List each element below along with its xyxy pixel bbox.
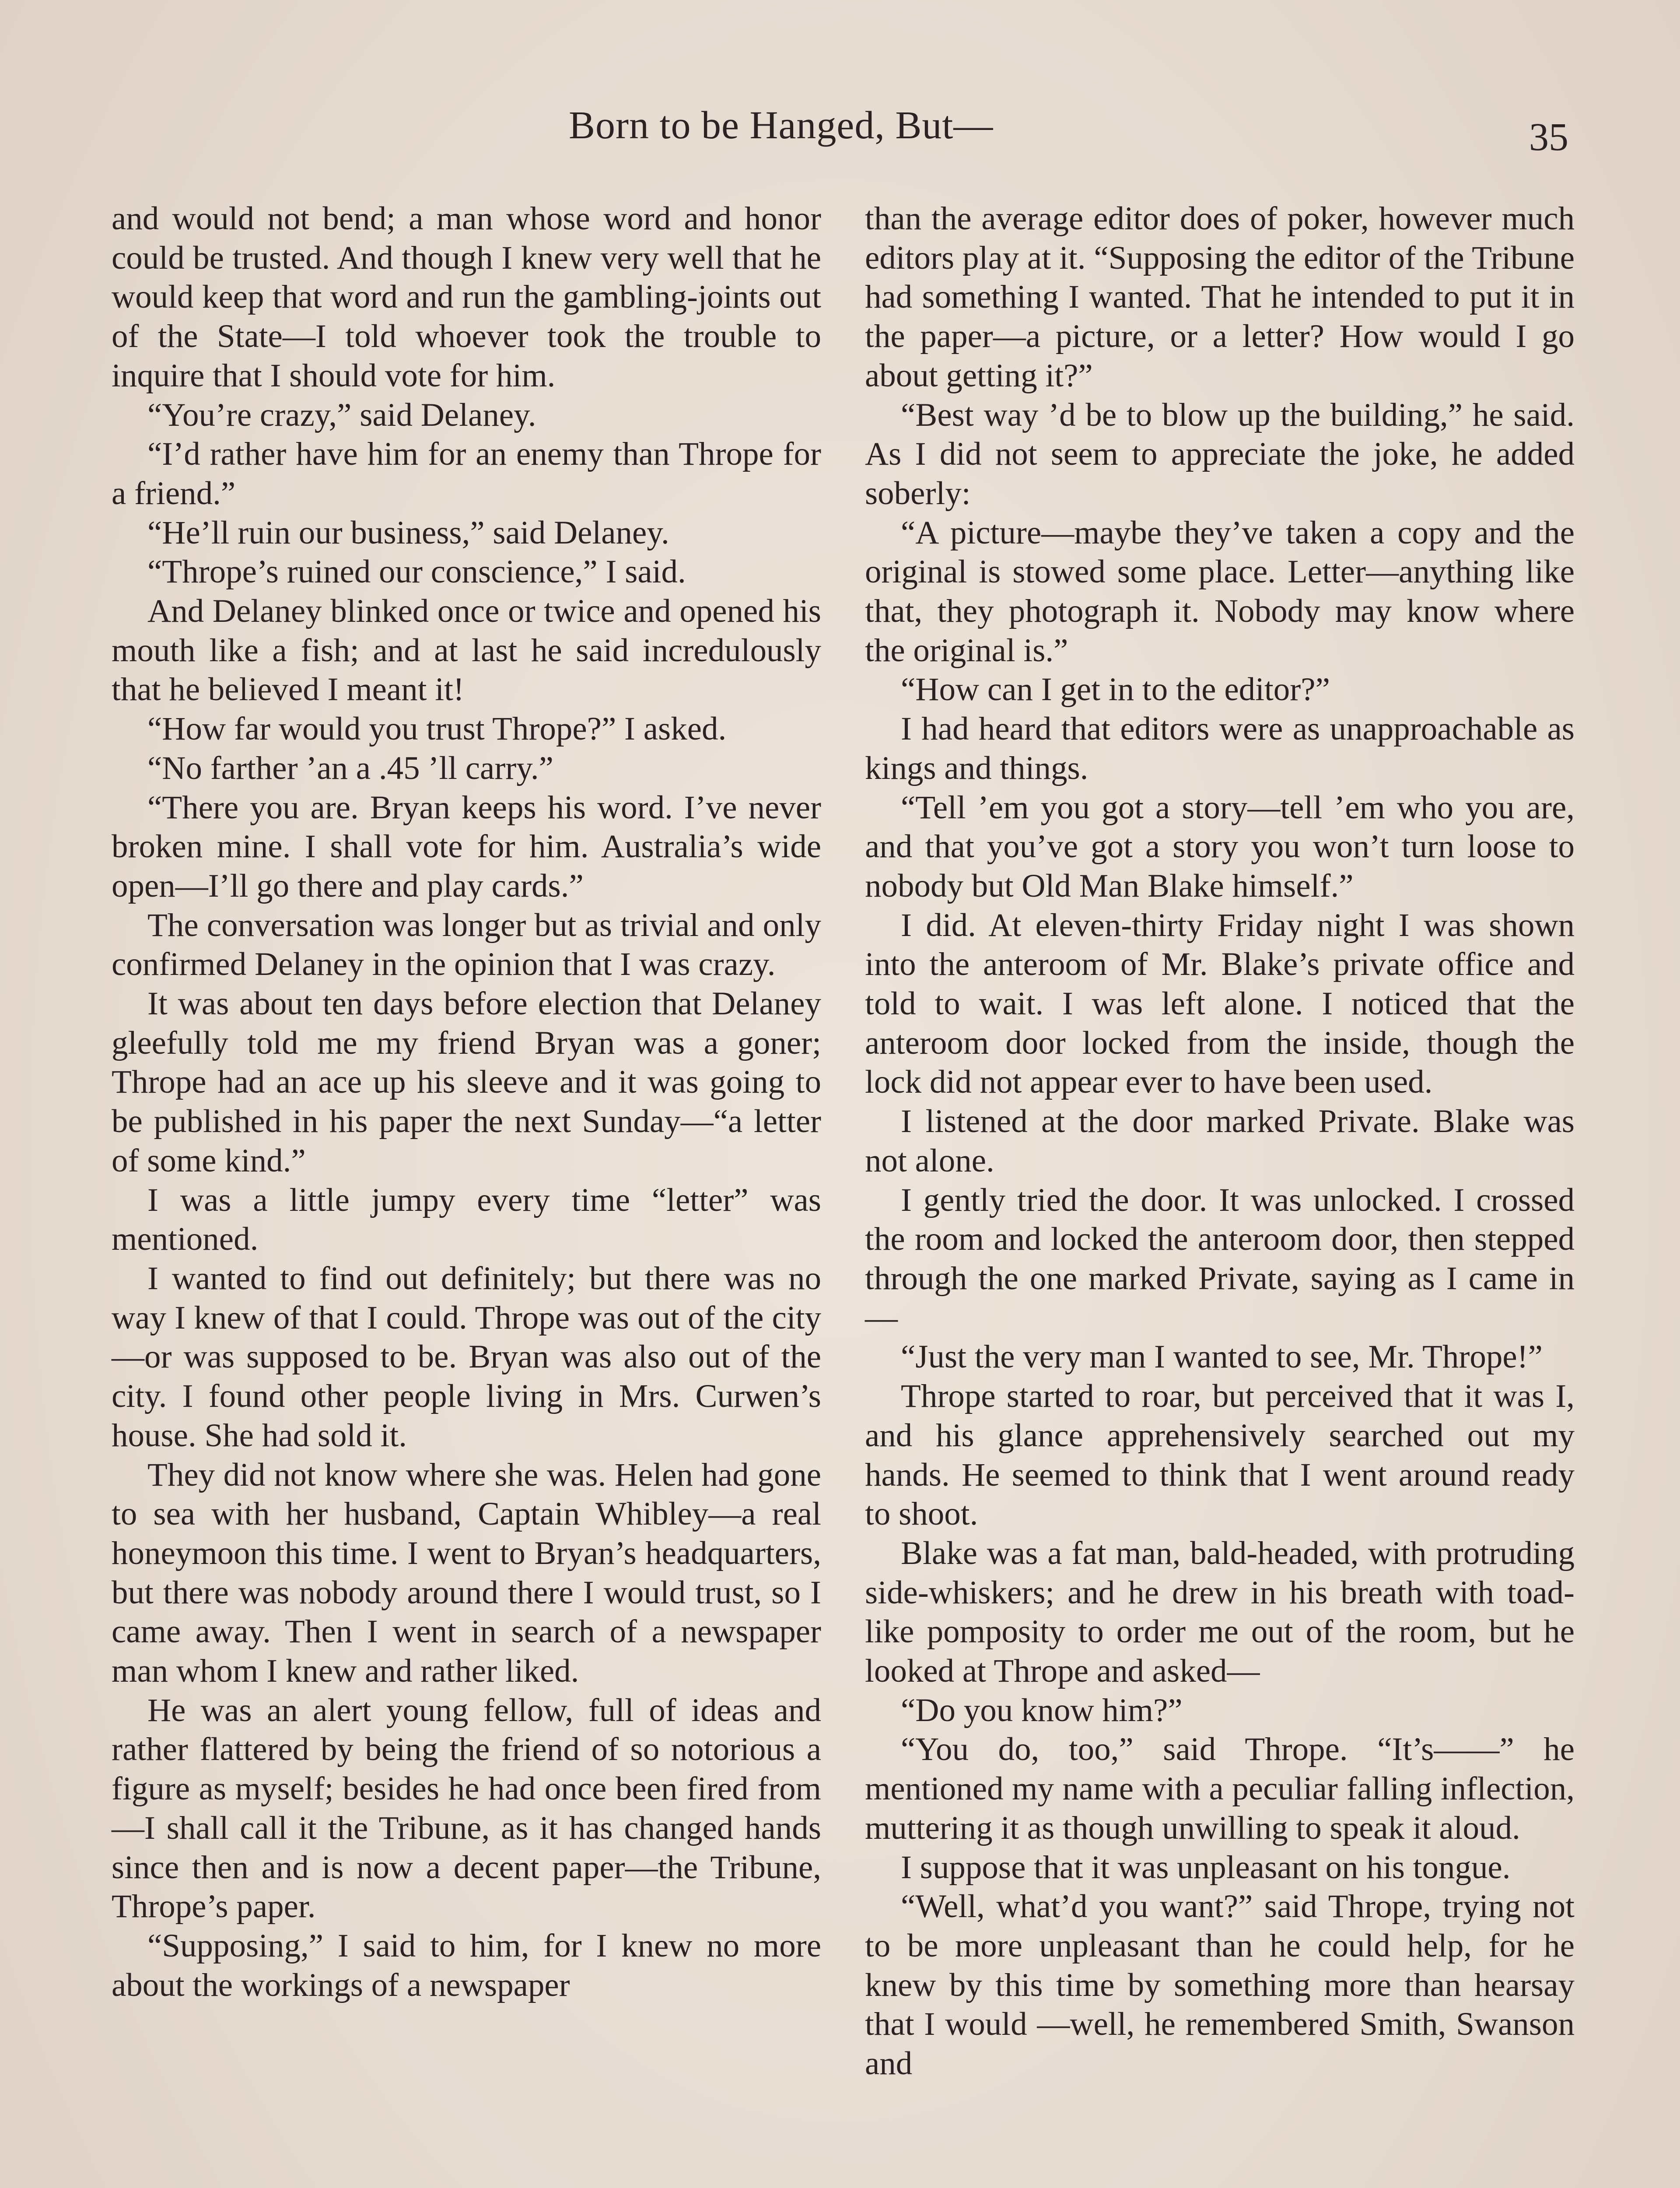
paragraph: “Do you know him?”: [901, 1692, 1183, 1729]
paragraph: I was a little jumpy every time “letter” was mentioned.: [112, 1182, 821, 1258]
paragraph: I had heard that editors were as unapproachable as kings and things.: [865, 711, 1575, 786]
paragraph: I gently tried the door. It was unlocked. I crossed the room and locked the anteroom door, then stepped through the one marked Private, saying as I came in—: [865, 1182, 1575, 1336]
paragraph: I listened at the door marked Private. Blake was not alone.: [865, 1103, 1575, 1179]
paragraph: I suppose that it was unpleasant on his tongue.: [901, 1849, 1511, 1886]
paragraph: “Best way ’d be to blow up the building,” he said. As I did not seem to appreciate the joke, he added soberly:: [865, 396, 1575, 512]
paragraph: “Thrope’s ruined our conscience,” I said.: [147, 554, 686, 590]
paragraph: Blake was a fat man, bald-headed, with protruding side-whiskers; and he drew in his breath with toad-like pomposity to order me out of the room, but he looked at Thrope and asked—: [865, 1535, 1575, 1690]
paragraph: And Delaney blinked once or twice and opened his mouth like a fish; and at last he said incredulously that he believed I meant it!: [112, 593, 821, 708]
paragraph: “How can I get in to the editor?”: [901, 671, 1330, 708]
paragraph: “A picture—maybe they’ve taken a copy and the original is stowed some place. Letter—anything like that, they photograph it. Nobody may know where the original is.”: [865, 514, 1575, 669]
paragraph: “I’d rather have him for an enemy than Thrope for a friend.”: [112, 436, 821, 512]
paragraph: “How far would you trust Thrope?” I asked.: [147, 711, 727, 747]
paragraph: “You do, too,” said Thrope. “It’s——” he mentioned my name with a peculiar falling inflection, muttering it as though unwilling to speak it aloud.: [865, 1731, 1575, 1846]
paragraph: He was an alert young fellow, full of ideas and rather flattered by being the friend of so notorious a figure as myself; besides he had once been fired from—I shall call it the Tribune, as it has changed hands since then and is now a decent paper—the Tribune, Thrope’s paper.: [112, 1692, 821, 1925]
paragraph: “Supposing,” I said to him, for I knew no more about the workings of a newspaper: [112, 1927, 821, 2003]
left-column: [112, 199, 821, 2005]
paragraph: than the average editor does of poker, however much editors play at it. “Supposing the editor of the Tribune had something I wanted. That he intended to put it in the paper—a picture, or a letter? How would I go about getting it?”: [865, 200, 1575, 394]
paragraph: “He’ll ruin our business,” said Delaney.: [147, 514, 669, 551]
right-column: [865, 199, 1575, 2083]
paragraph: “Tell ’em you got a story—tell ’em who you are, and that you’ve got a story you won’t turn loose to nobody but Old Man Blake himself.”: [865, 789, 1575, 904]
paragraph: I wanted to find out definitely; but there was no way I knew of that I could. Thrope was out of the city—or was supposed to be. Bryan was also out of the city. I found other people living in Mrs. Curwen’s house. She had sold it.: [112, 1260, 821, 1454]
paragraph: Thrope started to roar, but perceived that it was I, and his glance apprehensively searched out my hands. He seemed to think that I went around ready to shoot.: [865, 1378, 1575, 1532]
paragraph: “No farther ’an a .45 ’ll carry.”: [147, 750, 553, 786]
paragraph: and would not bend; a man whose word and honor could be trusted. And though I knew very well that he would keep that word and run the gambling-joints out of the State—I told whoever took the trouble to inquire that I should vote for him.: [112, 200, 821, 394]
paragraph: The conversation was longer but as trivial and only confirmed Delaney in the opinion that I was crazy.: [112, 907, 821, 983]
paragraph: “Just the very man I wanted to see, Mr. Thrope!”: [901, 1339, 1543, 1375]
page-number: 35: [1529, 116, 1568, 159]
running-title: Born to be Hanged, But—: [569, 104, 994, 147]
paragraph: They did not know where she was. Helen had gone to sea with her husband, Captain Whibley—a real honeymoon this time. I went to Bryan’s headquarters, but there was nobody around there I would trust, so I came away. Then I went in search of a newspaper man whom I knew and rather liked.: [112, 1456, 821, 1690]
paragraph: “You’re crazy,” said Delaney.: [147, 396, 536, 433]
paragraph: It was about ten days before election that Delaney gleefully told me my friend Bryan was a goner; Thrope had an ace up his sleeve and it was going to be published in his paper the next Sunday—“a letter of some kind.”: [112, 985, 821, 1179]
paragraph: “Well, what’d you want?” said Thrope, trying not to be more unpleasant than he could help, for he knew by this time by something more than hearsay that I would —well, he remembered Smith, Swanson and: [865, 1888, 1575, 2082]
paragraph: I did. At eleven-thirty Friday night I was shown into the anteroom of Mr. Blake’s private office and told to wait. I was left alone. I noticed that the anteroom door locked from the inside, though the lock did not appear ever to have been used.: [865, 907, 1575, 1101]
paragraph: “There you are. Bryan keeps his word. I’ve never broken mine. I shall vote for him. Australia’s wide open—I’ll go there and play cards.”: [112, 789, 821, 904]
